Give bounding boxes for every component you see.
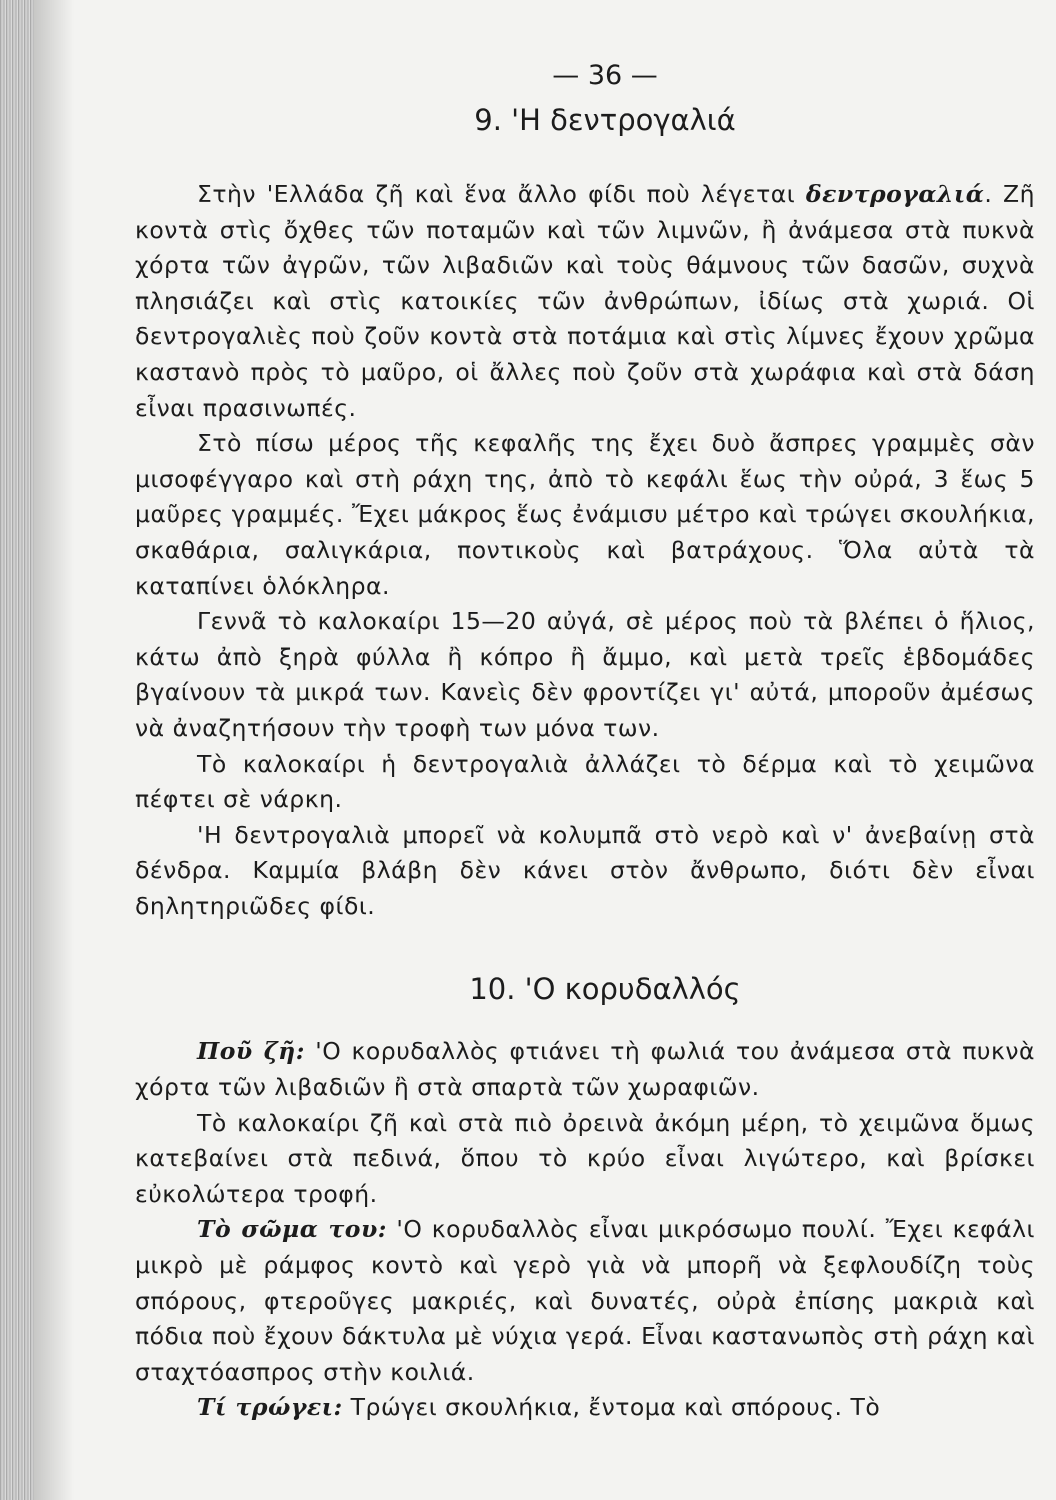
page-number: — 36 — [552,60,658,91]
spine-shadow [34,0,74,1500]
section-title-korydallos: 10. 'Ο κορυδαλλός [469,972,741,1007]
paragraph: Τὸ καλοκαίρι ἡ δεντρογαλιὰ ἀλλάζει τὸ δέρμα καὶ τὸ χειμῶνα πέφτει σὲ νάρκη. [135,749,1035,814]
emphasized-term: δεντρογαλιά [805,180,985,208]
paragraph-text: 'Ο κορυδαλλὸς φτιάνει τὴ φωλιά του ἀνάμεσα στὰ πυκνὰ χόρτα τῶν λιβαδιῶν ἢ στὰ σπαρτὰ τῶν χωραφιῶν. [135,1037,1036,1102]
paragraph-text: Τρώγει σκουλήκια, ἔντομα καὶ σπόρους. Τὸ [342,1393,881,1422]
paragraph: Τὸ καλοκαίρι ζῆ καὶ στὰ πιὸ ὀρεινὰ ἀκόμη μέρη, τὸ χειμῶνα ὅμως κατεβαίνει στὰ πεδινά, ὅπου τὸ κρύο εἶναι λιγώτερο, καὶ βρίσκει εὐκολώτερα τροφή. [135,1108,1035,1208]
paragraph-text: 'Ο κορυδαλλὸς εἶναι μικρόσωμο πουλί. Ἔχει κεφάλι μικρὸ μὲ ράμφος κοντὸ καὶ γερὸ γιὰ νὰ μπορῆ νὰ ξεφλουδίζη τοὺς σπόρους, φτεροῦγες μακριές, καὶ δυνατές, οὐρὰ ἐπίσης μακριὰ καὶ πόδια ποὺ ἔχουν δάκτυλα μὲ νύχια γερά. Εἶναι καστανωπὸς στὴ ράχη καὶ σταχτόασπρος στὴν κοιλιά. [135,1215,1035,1386]
paragraph-text: Στὴν 'Ελλάδα ζῆ καὶ ἕνα ἄλλο φίδι ποὺ λέγεται [197,180,806,208]
paragraph: Στὸ πίσω μέρος τῆς κεφαλῆς της ἔχει δυὸ ἄσπρες γραμμὲς σὰν μισοφέγγαρο καὶ στὴ ράχη της, ἀπὸ τὸ κεφάλι ἕως τὴν οὐρά, 3 ἕως 5 μαῦρες γραμμές. Ἔχει μάκρος ἕως ἐνάμισυ μέτρο καὶ τρώγει σκουλήκια, σκαθάρια, σαλιγκάρια, ποντικοὺς καὶ βατράχους. Ὅλα αὐτὰ τὰ καταπίνει ὁλόκληρα. [135,429,1035,600]
paragraph: 'Η δεντρογαλιὰ μπορεῖ νὰ κολυμπᾶ στὸ νερὸ καὶ ν' ἀνεβαίνῃ στὰ δένδρα. Καμμία βλάβη δὲν κάνει στὸν ἄνθρωπο, διότι δὲν εἶναι δηλητηριῶδες φίδι. [135,820,1035,920]
paragraph [135,1034,1035,1105]
paragraph [135,1212,1035,1390]
paragraph-lead: Τὸ σῶμα του: [197,1215,387,1244]
paragraph [135,177,1035,426]
section-title-dentrogalia: 9. 'Η δεντρογαλιά [474,103,736,137]
paragraph [135,1390,1035,1426]
paragraph-text: . Ζῆ κοντὰ στὶς ὄχθες τῶν ποταμῶν καὶ τῶν λιμνῶν, ἢ ἀνάμεσα στὰ πυκνὰ χόρτα τῶν ἀγρῶν, τῶν λιβαδιῶν καὶ τοὺς θάμνους τῶν δασῶν, συχνὰ πλησιάζει καὶ στὶς κατοικίες τῶν ἀνθρώπων, ἰδίως στὰ χωριά. Οἱ δεντρογαλιὲς ποὺ ζοῦν κοντὰ στὰ ποτάμια καὶ στὶς λίμνες ἔχουν χρῶμα καστανὸ πρὸς τὸ μαῦρο, οἱ ἄλλες ποὺ ζοῦν στὰ χωράφια καὶ στὰ δάση εἶναι πρασινωπές. [135,180,1035,422]
paragraph-lead: Ποῦ ζῆ: [197,1037,305,1066]
paragraph-lead: Τί τρώγει: [197,1393,343,1422]
book-spine-edge [0,0,34,1500]
page-content [135,60,1035,1426]
paragraph: Γεννᾶ τὸ καλοκαίρι 15—20 αὐγά, σὲ μέρος ποὺ τὰ βλέπει ὁ ἥλιος, κάτω ἀπὸ ξηρὰ φύλλα ἢ κόπρο ἢ ἄμμο, καὶ μετὰ τρεῖς ἑβδομάδες βγαίνουν τὰ μικρά των. Κανεὶς δὲν φροντίζει γι' αὐτά, μποροῦν ἀμέσως νὰ ἀναζητήσουν τὴν τροφὴ των μόνα των. [135,607,1035,742]
